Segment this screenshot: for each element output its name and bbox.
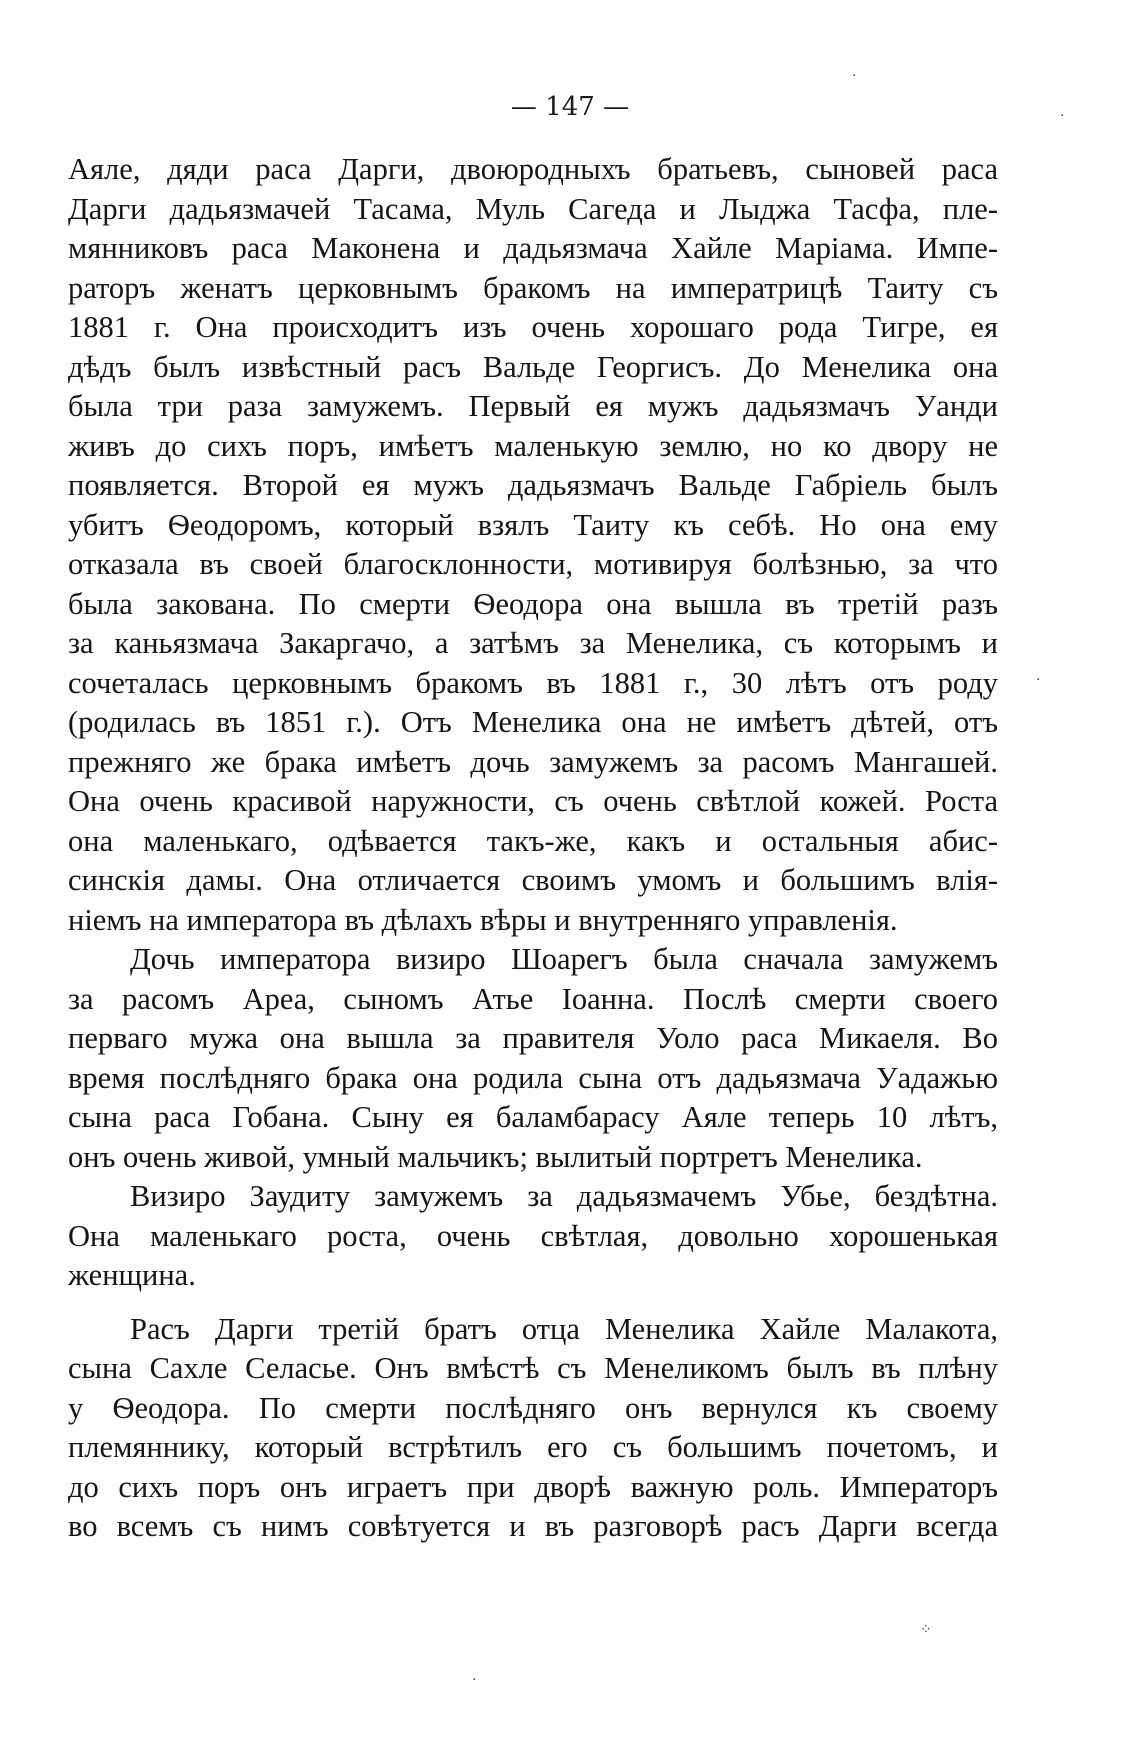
paragraph-spacer <box>68 1296 998 1310</box>
text-line: синскія дамы. Она отличается своимъ умомъ и большимъ влія- <box>68 863 998 897</box>
text-line: Расъ Дарги третій братъ отца Менелика Хайле Малакота, <box>130 1311 998 1346</box>
text-line: ніемъ на императора въ дѣлахъ вѣры и внутренняго управленія. <box>68 902 898 937</box>
text-line: Аяле, дяди раса Дарги, двоюродныхъ братьевъ, сыновей раса <box>68 152 998 186</box>
paragraph-3 <box>68 1177 998 1296</box>
text-line: мянниковъ раса Маконена и дадьязмача Хайле Маріама. Импе- <box>68 231 998 265</box>
text-line: Дочь императора визиро Шоарегъ была сначала замужемъ <box>130 942 998 976</box>
text-line: она маленькаго, одѣвается такъ-же, какъ и остальныя абис- <box>68 823 998 858</box>
text-line: за каньязмача Закаргачо, а затѣмъ за Менелика, съ которымъ и <box>68 626 998 660</box>
text-line: сочеталась церковнымъ бракомъ въ 1881 г., 30 лѣтъ отъ роду <box>68 665 998 700</box>
text-line: была три раза замужемъ. Первый ея мужъ дадьязмачъ Уанди <box>68 389 998 423</box>
text-line: дѣдъ былъ извѣстный расъ Вальде Георгисъ. До Менелика она <box>68 349 998 384</box>
text-line: Визиро Заудиту замужемъ за дадьязмачемъ Убье, бездѣтна. <box>130 1179 998 1213</box>
text-line: 1881 г. Она происходитъ изъ очень хорошаго рода Тигре, ея <box>68 310 998 344</box>
text-line: Дарги дадьязмачей Тасама, Муль Сагеда и Лыджа Тасфа, пле- <box>68 191 998 226</box>
page-number: — 147 — <box>510 92 630 122</box>
text-line: за расомъ Ареа, сыномъ Атье Іоанна. Послѣ смерти своего <box>68 981 998 1016</box>
text-line: во всемъ съ нимъ совѣтуется и въ разговорѣ расъ Дарги всегда <box>68 1509 998 1543</box>
text-line: (родилась въ 1851 г.). Отъ Менелика она не имѣетъ дѣтей, отъ <box>68 705 998 739</box>
text-line: была закована. По смерти Ѳеодора она вышла въ третій разъ <box>68 586 998 621</box>
text-line: сына Сахле Селасье. Онъ вмѣстѣ съ Менеликомъ былъ въ плѣну <box>68 1351 998 1385</box>
text-line: Она очень красивой наружности, съ очень свѣтлой кожей. Роста <box>68 784 998 818</box>
paragraph-4 <box>68 1310 998 1547</box>
text-line: онъ очень живой, умный мальчикъ; вылитый портретъ Менелика. <box>68 1139 923 1174</box>
text-line: племяннику, который встрѣтилъ его съ большимъ почетомъ, и <box>68 1430 998 1464</box>
text-line: у Ѳеодора. По смерти послѣдняго онъ вернулся къ своему <box>68 1390 998 1425</box>
text-line: перваго мужа она вышла за правителя Уоло раса Микаеля. Во <box>68 1021 998 1055</box>
print-speck: ⁘ <box>920 1622 932 1638</box>
text-line: убитъ Ѳеодоромъ, который взялъ Таиту къ себѣ. Но она ему <box>68 507 998 542</box>
print-speck: · <box>1036 672 1041 688</box>
text-line: время послѣдняго брака она родила сына отъ дадьязмача Уадажью <box>68 1060 998 1095</box>
text-line: появляется. Второй ея мужъ дадьязмачъ Вальде Габріель былъ <box>68 468 998 502</box>
paragraph-2 <box>68 940 998 1177</box>
text-line: до сихъ поръ онъ играетъ при дворѣ важную роль. Императоръ <box>68 1469 998 1504</box>
paragraph-1 <box>68 150 998 940</box>
text-line: отказала въ своей благосклонности, мотивируя болѣзнью, за что <box>68 547 998 581</box>
print-speck: · <box>1060 108 1065 124</box>
text-line: раторъ женатъ церковнымъ бракомъ на императрицѣ Таиту съ <box>68 270 998 305</box>
print-speck: · <box>852 68 857 84</box>
body-text <box>68 150 998 1547</box>
text-line: женщина. <box>68 1258 196 1292</box>
text-line: живъ до сихъ поръ, имѣетъ маленькую землю, но ко двору не <box>68 428 998 463</box>
text-line: прежняго же брака имѣетъ дочь замужемъ за расомъ Мангашей. <box>68 744 998 779</box>
text-line: Она маленькаго роста, очень свѣтлая, довольно хорошенькая <box>68 1218 998 1253</box>
text-line: сына раса Гобана. Сыну ея баламбарасу Аяле теперь 10 лѣтъ, <box>68 1100 998 1134</box>
print-speck: · <box>472 1672 477 1688</box>
